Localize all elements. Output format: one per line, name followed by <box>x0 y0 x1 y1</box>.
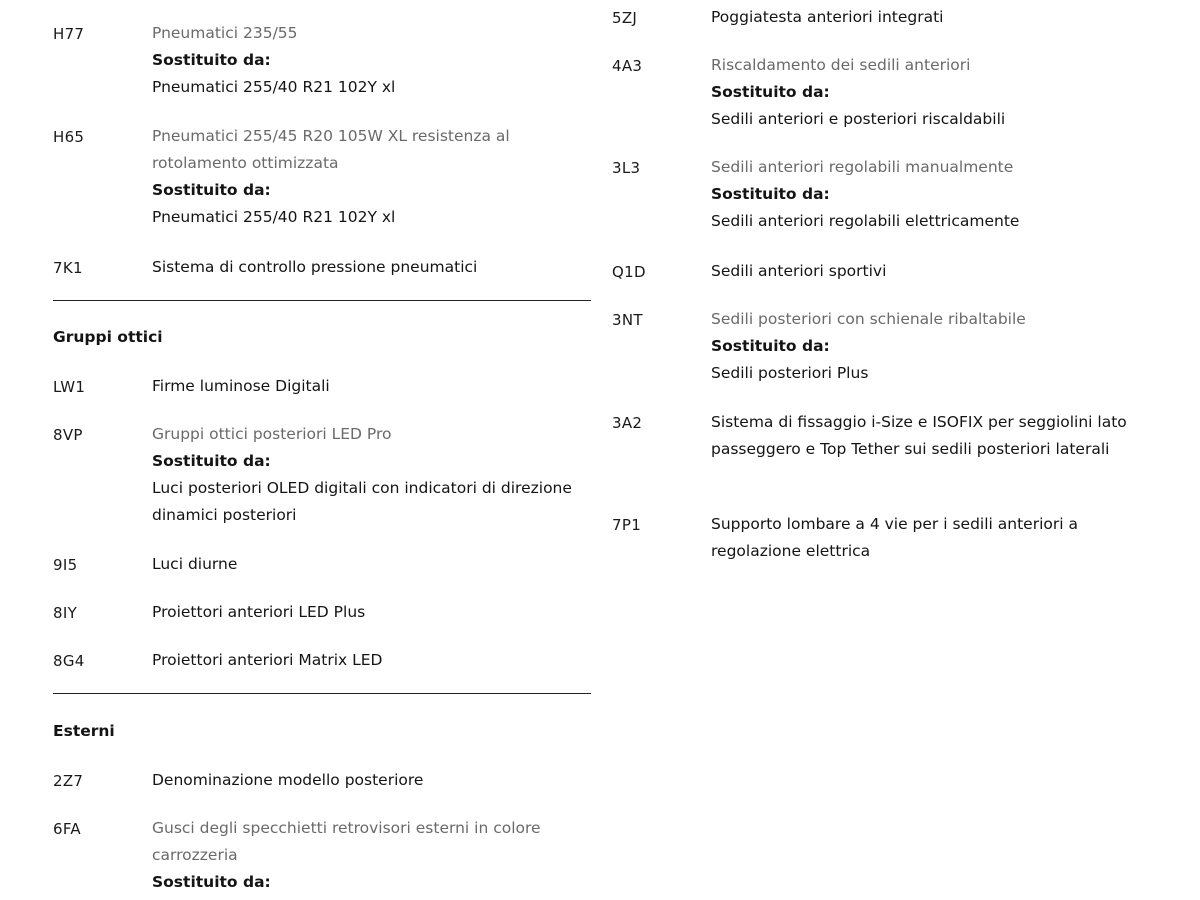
option-replacement: Sedili posteriori Plus <box>711 364 869 382</box>
option-description <box>152 599 591 626</box>
option-original: Sistema di controllo pressione pneumatici <box>152 258 478 276</box>
option-row <box>612 8 1152 31</box>
option-original: Sedili posteriori con schienale ribaltabile <box>711 310 1026 328</box>
option-code: 9I5 <box>53 556 78 574</box>
option-description <box>711 52 1152 133</box>
option-row <box>53 603 591 626</box>
option-row <box>53 819 591 896</box>
option-row <box>53 24 591 101</box>
option-original: Proiettori anteriori Matrix LED <box>152 651 383 669</box>
option-row <box>612 56 1152 133</box>
replaced-by-label: Sostituito da: <box>711 83 830 101</box>
option-description <box>152 767 591 794</box>
replaced-by-label: Sostituito da: <box>711 337 830 355</box>
option-code: 3NT <box>612 311 643 329</box>
option-replacement: Sedili anteriori regolabili elettricamente <box>711 212 1020 230</box>
section-divider <box>53 693 591 694</box>
option-row <box>53 651 591 674</box>
option-original: Sedili anteriori sportivi <box>711 262 887 280</box>
option-replacement: Pneumatici 255/40 R21 102Y xl <box>152 208 396 226</box>
replaced-by-label: Sostituito da: <box>711 185 830 203</box>
option-description <box>152 815 591 896</box>
option-description <box>152 373 591 400</box>
option-description <box>152 551 591 578</box>
option-description <box>152 123 591 231</box>
option-description <box>152 647 591 674</box>
option-code: 2Z7 <box>53 772 84 790</box>
option-replacement: Luci posteriori OLED digitali con indicatori di direzione dinamici posteriori <box>152 479 572 524</box>
replaced-by-label: Sostituito da: <box>152 873 271 891</box>
section-divider <box>53 300 591 301</box>
option-description <box>711 306 1152 387</box>
option-description <box>711 511 1152 565</box>
option-row <box>53 771 591 794</box>
option-row <box>53 127 591 231</box>
option-code: 4A3 <box>612 57 643 75</box>
option-description <box>711 4 1152 31</box>
option-code: 7P1 <box>612 516 642 534</box>
option-row <box>53 425 591 529</box>
option-code: 8IY <box>53 604 78 622</box>
option-code: 3L3 <box>612 159 641 177</box>
option-code: H77 <box>53 25 85 43</box>
option-row <box>53 377 591 400</box>
option-code: 7K1 <box>53 259 83 277</box>
option-code: 6FA <box>53 820 81 838</box>
option-original: Pneumatici 255/45 R20 105W XL resistenza al rotolamento ottimizzata <box>152 127 510 172</box>
option-row <box>53 258 591 281</box>
option-description <box>711 154 1152 235</box>
option-description <box>152 20 591 101</box>
option-code: Q1D <box>612 263 646 281</box>
option-code: 8G4 <box>53 652 85 670</box>
option-original: Gusci degli specchietti retrovisori esterni in colore carrozzeria <box>152 819 541 864</box>
option-code: LW1 <box>53 378 86 396</box>
option-original: Denominazione modello posteriore <box>152 771 424 789</box>
option-original: Proiettori anteriori LED Plus <box>152 603 366 621</box>
option-row <box>612 413 1152 463</box>
option-description <box>152 421 591 529</box>
option-row <box>612 515 1152 565</box>
replaced-by-label: Sostituito da: <box>152 51 271 69</box>
option-original: Gruppi ottici posteriori LED Pro <box>152 425 392 443</box>
option-description <box>711 258 1152 285</box>
option-row <box>612 158 1152 235</box>
option-code: 5ZJ <box>612 9 638 27</box>
option-original: Luci diurne <box>152 555 238 573</box>
option-original: Sistema di fissaggio i-Size e ISOFIX per seggiolini lato passeggero e Top Tether sui sedili posteriori laterali <box>711 413 1127 458</box>
option-code: H65 <box>53 128 85 146</box>
option-replacement: Pneumatici 255/40 R21 102Y xl <box>152 78 396 96</box>
option-original: Supporto lombare a 4 vie per i sedili anteriori a regolazione elettrica <box>711 515 1078 560</box>
option-row <box>612 262 1152 285</box>
replaced-by-label: Sostituito da: <box>152 181 271 199</box>
option-original: Firme luminose Digitali <box>152 377 330 395</box>
option-original: Pneumatici 235/55 <box>152 24 298 42</box>
option-original: Riscaldamento dei sedili anteriori <box>711 56 971 74</box>
option-original: Sedili anteriori regolabili manualmente <box>711 158 1014 176</box>
option-row <box>53 555 591 578</box>
option-description <box>711 409 1152 463</box>
option-row <box>612 310 1152 387</box>
replaced-by-label: Sostituito da: <box>152 452 271 470</box>
option-code: 3A2 <box>612 414 643 432</box>
option-description <box>152 254 591 281</box>
section-title: Gruppi ottici <box>53 328 163 346</box>
section-title: Esterni <box>53 722 115 740</box>
option-code: 8VP <box>53 426 83 444</box>
option-original: Poggiatesta anteriori integrati <box>711 8 944 26</box>
option-replacement: Sedili anteriori e posteriori riscaldabili <box>711 110 1006 128</box>
